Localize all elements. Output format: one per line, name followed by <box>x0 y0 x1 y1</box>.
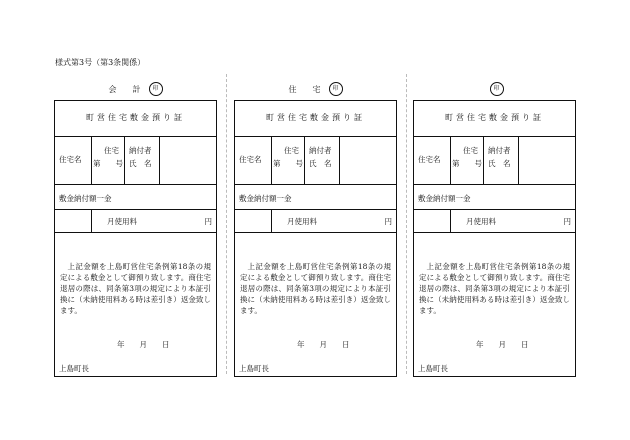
yen-unit: 円 <box>204 217 212 226</box>
mayor-label: 上島町長 <box>59 364 89 373</box>
residence-name-label: 住宅名 <box>418 155 441 164</box>
monthly-rent-label: 月使用料 <box>287 217 317 226</box>
receipt-card <box>54 100 217 377</box>
date-line: 年 月 日 <box>297 340 350 349</box>
column-header <box>413 75 576 100</box>
mayor-label: 上島町長 <box>418 364 448 373</box>
column-header <box>234 75 397 100</box>
payer-name-label: 氏 名 <box>129 159 152 168</box>
deposit-amount-label: 敷金納付額一金 <box>59 194 112 203</box>
seal-stamp: 印 <box>149 82 163 96</box>
payer-name-label: 氏 名 <box>309 159 332 168</box>
house-number-label: 第 号 <box>273 159 303 168</box>
receipt-column-accounting <box>54 75 217 377</box>
seal-stamp: 印 <box>490 82 504 96</box>
seal-stamp: 印 <box>329 82 343 96</box>
receipt-card <box>234 100 397 377</box>
house-label: 住宅 <box>284 146 299 155</box>
receipt-body-text: 上記金額を上島町営住宅条例第18条の規定による敷金として御預り致します。商住宅退居の際は、同条第3項の規定により本証引換に（未納使用料ある時は差引き）返金致します。 <box>60 262 211 315</box>
house-label: 住宅 <box>463 146 478 155</box>
house-number-label: 第 号 <box>452 159 482 168</box>
date-line: 年 月 日 <box>117 340 170 349</box>
house-number-label: 第 号 <box>93 159 123 168</box>
payer-label: 納付者 <box>129 146 152 155</box>
payer-name-label: 氏 名 <box>488 159 511 168</box>
yen-unit: 円 <box>563 217 571 226</box>
receipt-body-text: 上記金額を上島町営住宅条例第18条の規定による敷金として御預り致します。商住宅退居の際は、同条第3項の規定により本証引換に（未納使用料ある時は差引き）返金致します。 <box>240 262 391 315</box>
receipt-title: 町営住宅敷金預り証 <box>266 113 365 122</box>
mayor-label: 上島町長 <box>239 364 269 373</box>
house-label: 住宅 <box>104 146 119 155</box>
payer-label: 納付者 <box>488 146 511 155</box>
receipt-card <box>413 100 576 377</box>
column-header-label: 会 計 <box>108 85 145 94</box>
residence-name-label: 住宅名 <box>59 155 82 164</box>
monthly-rent-label: 月使用料 <box>107 217 137 226</box>
receipt-column-housing <box>234 75 397 377</box>
monthly-rent-label: 月使用料 <box>466 217 496 226</box>
deposit-amount-label: 敷金納付額一金 <box>239 194 292 203</box>
deposit-amount-label: 敷金納付額一金 <box>418 194 471 203</box>
form-number: 様式第3号（第3条関係） <box>55 58 146 67</box>
yen-unit: 円 <box>384 217 392 226</box>
payer-label: 納付者 <box>309 146 332 155</box>
date-line: 年 月 日 <box>476 340 529 349</box>
cut-line-1 <box>226 74 227 374</box>
column-header-label: 住 宅 <box>288 85 325 94</box>
receipt-body-text: 上記金額を上島町営住宅条例第18条の規定による敷金として御預り致します。商住宅退居の際は、同条第3項の規定により本証引換に（未納使用料ある時は差引き）返金致します。 <box>419 262 570 315</box>
cut-line-2 <box>406 74 407 374</box>
receipt-column-resident <box>413 75 576 377</box>
receipt-title: 町営住宅敷金預り証 <box>445 113 544 122</box>
column-header <box>54 75 217 100</box>
receipt-title: 町営住宅敷金預り証 <box>86 113 185 122</box>
residence-name-label: 住宅名 <box>239 155 262 164</box>
